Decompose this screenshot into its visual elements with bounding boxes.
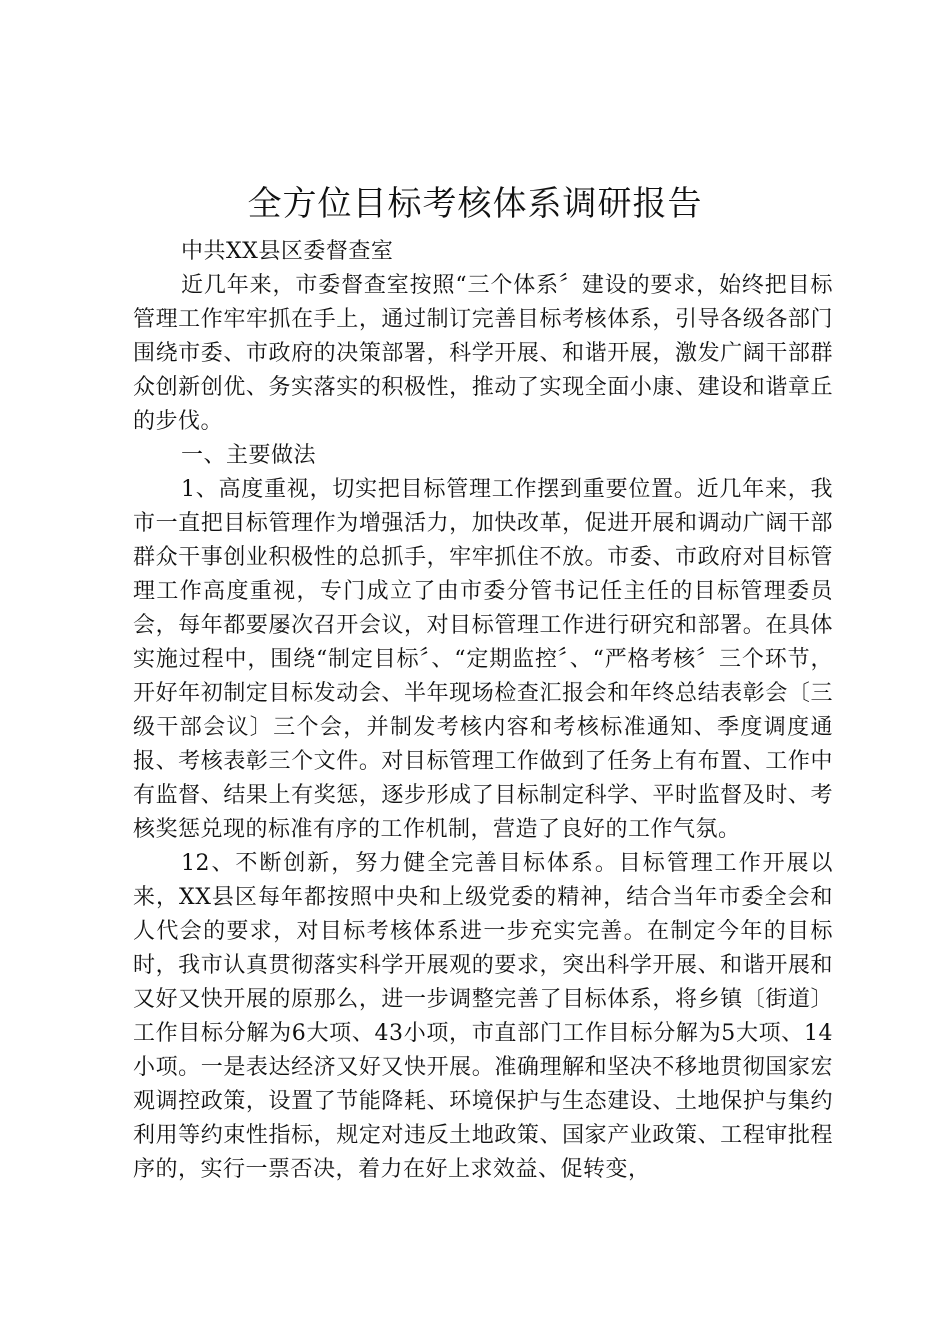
paragraph-item-1: 1、高度重视，切实把目标管理工作摆到重要位置。近几年来，我市一直把目标管理作为增强活力，加快改革，促进开展和调动广阔干部群众干事创业积极性的总抓手，牢牢抓住不放。市委、市政府对目标管理工作高度重视，专门成立了由市委分管书记任主任的目标管理委员会，每年都要屡次召开会议，对目标管理工作进行研究和部署。在具体实施过程中，围绕“制定目标〞、“定期监控〞、“严格考核〞三个环节，开好年初制定目标发动会、半年现场检查汇报会和年终总结表彰会〔三级干部会议〕三个会，并制发考核内容和考核标准通知、季度调度通报、考核表彰三个文件。对目标管理工作做到了任务上有布置、工作中有监督、结果上有奖惩，逐步形成了目标制定科学、平时监督及时、考核奖惩兑现的标准有序的工作机制，营造了良好的工作气氛。 [133, 477, 833, 842]
section-heading: 一、主要做法 [181, 443, 317, 468]
author-line: 中共XX县区委督查室 [181, 239, 394, 264]
paragraph-intro: 近几年来，市委督查室按照“三个体系〞建设的要求，始终把目标管理工作牢牢抓在手上，通过制订完善目标考核体系，引导各级各部门围绕市委、市政府的决策部署，科学开展、和谐开展，激发广阔干部群众创新创优、务实落实的积极性，推动了实现全面小康、建设和谐章丘的步伐。 [133, 273, 833, 434]
paragraph-item-2: 12、不断创新，努力健全完善目标体系。目标管理工作开展以来，XX县区每年都按照中央和上级党委的精神，结合当年市委全会和人代会的要求，对目标考核体系进一步充实完善。在制定今年的目标时，我市认真贯彻落实科学开展观的要求，突出科学开展、和谐开展和又好又快开展的原那么，进一步调整完善了目标体系，将乡镇〔街道〕工作目标分解为6大项、43小项，市直部门工作目标分解为5大项、14小项。一是表达经济又好又快开展。准确理解和坚决不移地贯彻国家宏观调控政策，设置了节能降耗、环境保护与生态建设、土地保护与集约利用等约束性指标，规定对违反土地政策、国家产业政策、工程审批程序的，实行一票否决，着力在好上求效益、促转变， [133, 851, 833, 1182]
document-title: 全方位目标考核体系调研报告 [247, 184, 703, 224]
document-body [133, 235, 833, 1187]
